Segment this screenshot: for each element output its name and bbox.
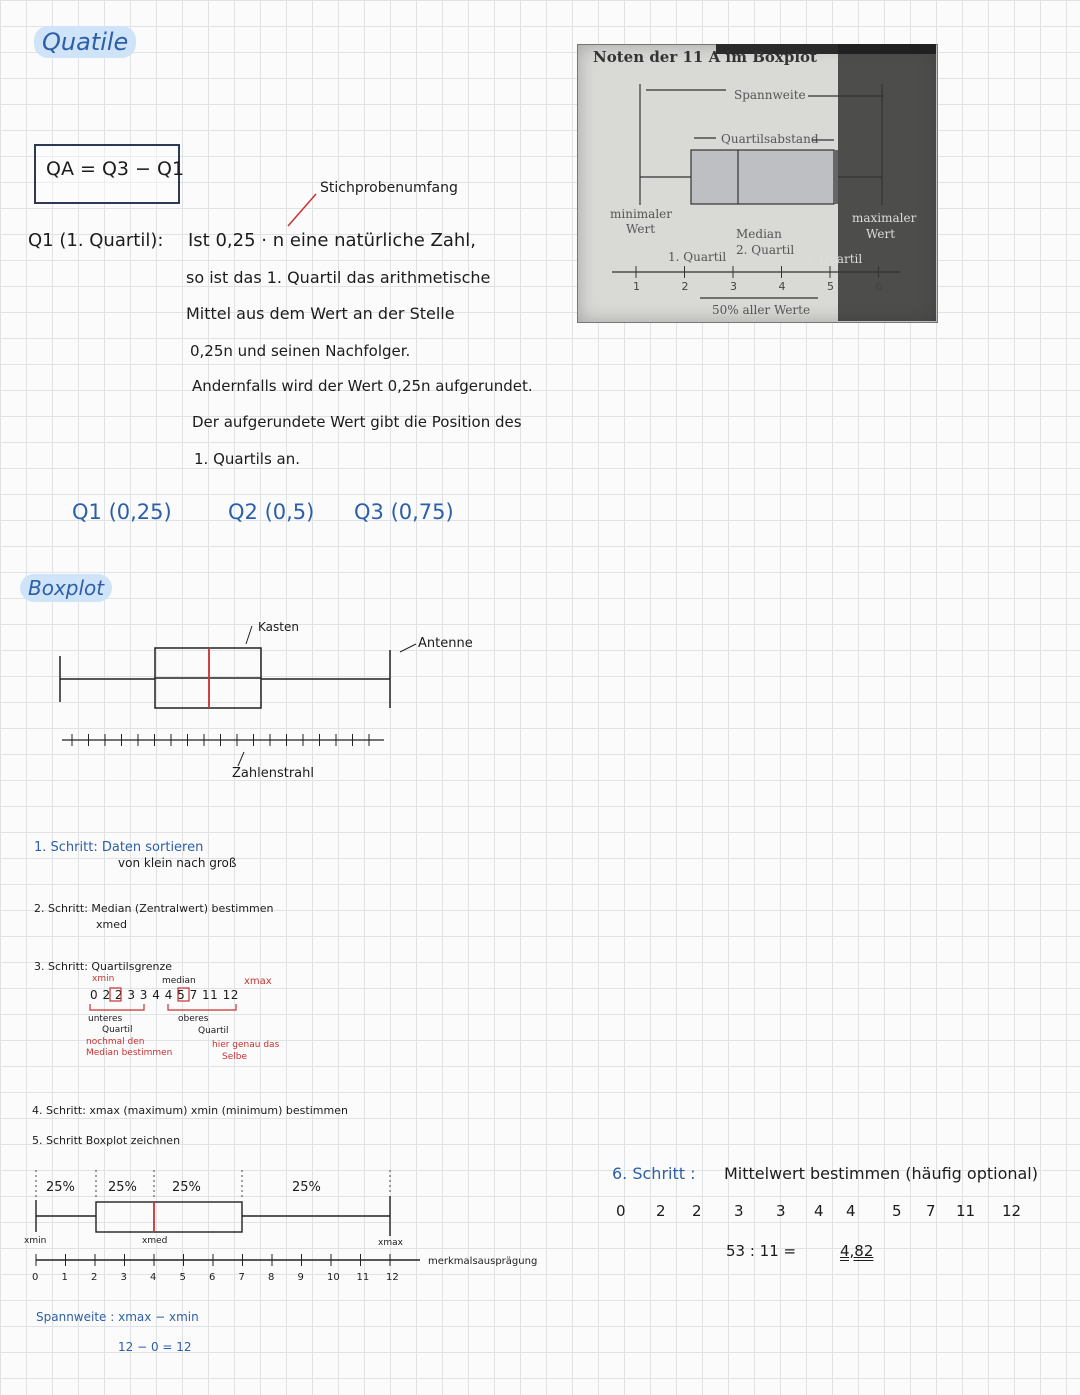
step-3: 3. Schritt: Quartilsgrenze (34, 960, 172, 973)
quartile-q1: Q1 (0,25) (72, 500, 172, 524)
kasten-label: Kasten (258, 620, 299, 634)
photo-box-edge (834, 150, 838, 204)
pct-label-4: 25% (292, 1180, 321, 1195)
step-3-oberes-1: oberes (178, 1014, 209, 1024)
step-6-calc: 53 : 11 = (726, 1242, 797, 1260)
step-6-text: Mittelwert bestimmen (häufig optional) (724, 1164, 1038, 1183)
photo-q1: 1. Quartil (668, 250, 727, 264)
axis-tick-label: 5 (179, 1272, 186, 1283)
antenne-label: Antenne (418, 636, 473, 651)
photo-median-2: 2. Quartil (736, 243, 795, 257)
step-6-value: 3 (776, 1202, 786, 1220)
axis-tick-label: 3 (120, 1272, 127, 1283)
photo-min-1: minimaler (610, 207, 672, 221)
q1-line-2: so ist das 1. Quartil das arithmetische (186, 268, 491, 287)
axis-tick-label: 8 (268, 1272, 275, 1283)
zahlenstrahl-label: Zahlenstrahl (232, 766, 314, 781)
axis-tick-label: 2 (91, 1272, 98, 1283)
photo-median-1: Median (736, 227, 782, 241)
formula-text: QA = Q3 − Q1 (46, 158, 185, 180)
photo-axis-tick-label: 3 (730, 280, 737, 293)
plot2-xmed: xmed (142, 1236, 168, 1246)
plot2-xmin: xmin (24, 1236, 47, 1246)
pct-label-2: 25% (108, 1180, 137, 1195)
page-title: Quatile (34, 28, 136, 56)
step-3-box-q3 (178, 988, 189, 1001)
q1-line-7: 1. Quartils an. (194, 450, 301, 468)
photo-title: Noten der 11 A im Boxplot (593, 48, 817, 66)
step-6-value: 4 (846, 1202, 856, 1220)
step-3-oberes-2: Quartil (198, 1026, 229, 1036)
axis-tick-label: 6 (209, 1272, 216, 1283)
axis-tick-label: 9 (297, 1272, 304, 1283)
q1-line-6: Der aufgerundete Wert gibt die Position des (192, 413, 522, 431)
step-1-sub: von klein nach groß (118, 856, 237, 870)
axis-tick-label: 1 (61, 1272, 68, 1283)
stichprobe-pointer (288, 194, 316, 226)
step-3-xmax: xmax (244, 976, 272, 987)
stichprobe-label: Stichprobenumfang (320, 180, 458, 196)
photo-axis-tick-label: 1 (633, 280, 640, 293)
axis-tick-label: 7 (238, 1272, 245, 1283)
q1-line-1: Ist 0,25 · n eine natürliche Zahl, (188, 230, 477, 251)
step-3-unteres-1: unteres (88, 1014, 123, 1024)
photo-axis-tick-label: 4 (778, 280, 786, 293)
antenne-pointer (400, 644, 416, 652)
axis-tick-label: 10 (327, 1272, 340, 1283)
photo-max-1: maximaler (852, 211, 917, 225)
quartile-q3: Q3 (0,75) (354, 500, 454, 524)
step-4: 4. Schritt: xmax (maximum) xmin (minimum) bestimmen (32, 1104, 348, 1117)
step-3-oberes-3: hier genau das (212, 1040, 280, 1050)
step-3-bracket-upper (168, 1004, 236, 1010)
boxplot-heading: Boxplot (20, 576, 112, 600)
photo-axis-tick-label: 2 (681, 280, 689, 293)
step-6-value: 3 (734, 1202, 744, 1220)
step-3-data: 0 2 2 3 3 4 4 5 7 11 12 (90, 988, 239, 1002)
q1-line-5: Andernfalls wird der Wert 0,25n aufgerundet. (192, 377, 533, 395)
step-3-unteres-3: nochmal den (86, 1037, 145, 1047)
spannweite-line-1: Spannweite : xmax − xmin (36, 1310, 199, 1324)
axis-tick-label: 0 (32, 1272, 39, 1283)
photo-min-2: Wert (626, 222, 656, 236)
photo-max-2: Wert (866, 227, 896, 241)
pct-label-1: 25% (46, 1180, 75, 1195)
q1-line-4: 0,25n und seinen Nachfolger. (190, 342, 411, 360)
plot2-axis-label: merkmalsausprägung (428, 1256, 538, 1267)
photo-axis-tick-label: 5 (827, 280, 834, 293)
boxplot-1 (60, 648, 390, 708)
q1-lead: Q1 (1. Quartil): (28, 230, 164, 251)
step-6-value: 5 (892, 1202, 902, 1220)
pct-label-3: 25% (172, 1180, 201, 1195)
step-6-value: 4 (814, 1202, 824, 1220)
zahlenstrahl-pointer (238, 752, 244, 766)
step-6-value: 0 (616, 1202, 626, 1220)
boxplot-2-divisions (36, 1170, 390, 1200)
photo-boxplot (612, 84, 900, 298)
step-3-xmin: xmin (92, 974, 115, 984)
plot2-xmax: xmax (378, 1238, 403, 1248)
step-3-bracket-lower (90, 1004, 144, 1010)
step-6-result: 4,82 (840, 1242, 874, 1260)
step-2-sub: xmed (96, 918, 127, 931)
axis-tick-label: 12 (386, 1272, 399, 1283)
photo-q3: 3. Quartil (804, 252, 863, 266)
step-3-unteres-4: Median bestimmen (86, 1048, 173, 1058)
photo-pct: 50% aller Werte (712, 303, 811, 317)
photo-spannweite: Spannweite (734, 88, 806, 102)
step-3-box-q1 (110, 988, 121, 1001)
step-6-value: 7 (926, 1202, 936, 1220)
q1-line-3: Mittel aus dem Wert an der Stelle (186, 304, 455, 323)
spannweite-line-2: 12 − 0 = 12 (118, 1340, 192, 1354)
step-5: 5. Schritt Boxplot zeichnen (32, 1134, 181, 1147)
axis-tick-label: 11 (356, 1272, 370, 1283)
photo-axis-tick-label: 6 (875, 280, 883, 293)
step-6-value: 12 (1002, 1202, 1022, 1220)
step-6-value: 2 (656, 1202, 666, 1220)
boxplot-2 (36, 1196, 420, 1260)
step-3-median: median (162, 976, 196, 986)
step-3-unteres-2: Quartil (102, 1025, 133, 1035)
step-1: 1. Schritt: Daten sortieren (34, 840, 204, 855)
axis-tick-label: 4 (150, 1272, 157, 1283)
step-6-lead: 6. Schritt : (612, 1164, 696, 1183)
step-6-value: 2 (692, 1202, 702, 1220)
step-2: 2. Schritt: Median (Zentralwert) bestimmen (34, 902, 274, 915)
kasten-pointer (246, 626, 252, 644)
step-3-oberes-4: Selbe (222, 1052, 248, 1062)
step-6-value: 11 (956, 1202, 976, 1220)
photo-quartilsabstand: Quartilsabstand (721, 132, 819, 146)
quartile-q2: Q2 (0,5) (228, 500, 315, 524)
